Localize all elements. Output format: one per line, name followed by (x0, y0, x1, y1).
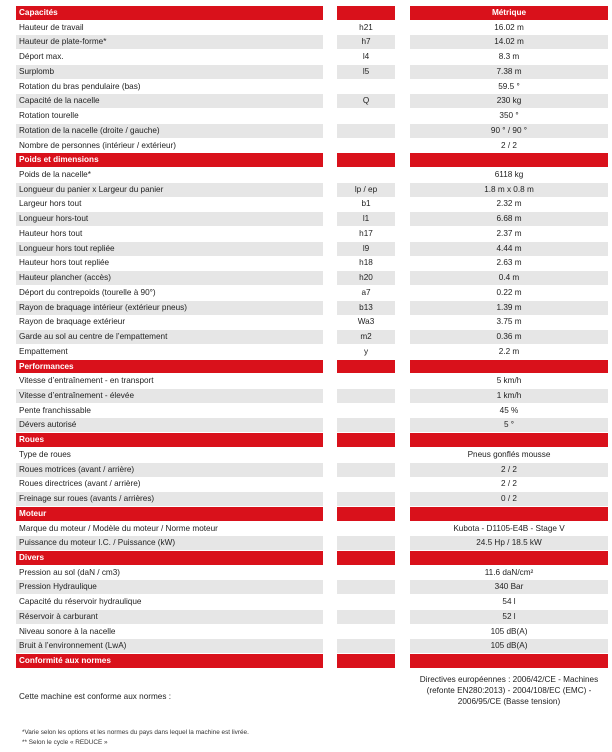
row-symbol (337, 124, 395, 138)
table-row (0, 21, 612, 35)
row-value: 5 ° (410, 418, 608, 432)
table-row (0, 109, 612, 123)
row-label: Réservoir à carburant (16, 610, 323, 624)
row-label: Rotation du bras pendulaire (bas) (16, 80, 323, 94)
row-symbol: h7 (337, 35, 395, 49)
table-row (0, 463, 612, 477)
row-symbol: b1 (337, 197, 395, 211)
row-symbol: lp / ep (337, 183, 395, 197)
row-label: Marque du moteur / Modèle du moteur / Norme moteur (16, 522, 323, 536)
row-label: Déport max. (16, 50, 323, 64)
row-label: Roues directrices (avant / arrière) (16, 477, 323, 491)
section-symbol-column (337, 6, 395, 20)
row-value: 0.22 m (410, 286, 608, 300)
row-symbol: y (337, 345, 395, 359)
table-row (0, 212, 612, 226)
row-value: 52 l (410, 610, 608, 624)
row-label: Garde au sol au centre de l’empattement (16, 330, 323, 344)
row-value: 2.63 m (410, 256, 608, 270)
row-value: 0 / 2 (410, 492, 608, 506)
row-symbol: h21 (337, 21, 395, 35)
section-title: Poids et dimensions (16, 153, 323, 167)
row-symbol: l5 (337, 65, 395, 79)
row-value: 16.02 m (410, 21, 608, 35)
row-value: 90 ° / 90 ° (410, 124, 608, 138)
row-label: Pression Hydraulique (16, 580, 323, 594)
row-symbol: l4 (337, 50, 395, 64)
row-symbol (337, 536, 395, 550)
section-symbol-column (337, 654, 395, 668)
row-label: Pression au sol (daN / cm3) (16, 566, 323, 580)
row-symbol: l1 (337, 212, 395, 226)
row-label: Capacité de la nacelle (16, 94, 323, 108)
row-value: Kubota - D1105-E4B - Stage V (410, 522, 608, 536)
row-value: 105 dB(A) (410, 639, 608, 653)
row-value: 5 km/h (410, 374, 608, 388)
table-row (0, 448, 612, 462)
table-row (0, 477, 612, 491)
row-symbol: h17 (337, 227, 395, 241)
row-label: Pente franchissable (16, 404, 323, 418)
row-label: Rayon de braquage intérieur (extérieur pneus) (16, 301, 323, 315)
footnote: *Varie selon les options et les normes du pays dans lequel la machine est livrée. (22, 728, 249, 736)
section-unit (410, 433, 608, 447)
table-row (0, 580, 612, 594)
row-symbol: a7 (337, 286, 395, 300)
section-symbol-column (337, 551, 395, 565)
row-value: 1.8 m x 0.8 m (410, 183, 608, 197)
table-row (0, 271, 612, 285)
row-label: Freinage sur roues (avants / arrières) (16, 492, 323, 506)
row-value: 8.3 m (410, 50, 608, 64)
row-label: Rotation de la nacelle (droite / gauche) (16, 124, 323, 138)
section-symbol-column (337, 433, 395, 447)
table-row (0, 639, 612, 653)
row-value: 24.5 Hp / 18.5 kW (410, 536, 608, 550)
table-row (0, 669, 612, 724)
section-title: Roues (16, 433, 323, 447)
table-row (0, 242, 612, 256)
table-row (0, 94, 612, 108)
table-row (0, 35, 612, 49)
section-symbol-column (337, 360, 395, 374)
section-symbol-column (337, 507, 395, 521)
table-row (0, 124, 612, 138)
row-value: 6.68 m (410, 212, 608, 226)
row-label: Hauteur de plate-forme* (16, 35, 323, 49)
row-symbol: h18 (337, 256, 395, 270)
section-unit: Métrique (410, 6, 608, 20)
row-value: 340 Bar (410, 580, 608, 594)
table-row (0, 536, 612, 550)
row-value: 2 / 2 (410, 477, 608, 491)
table-row (0, 315, 612, 329)
section-header (0, 507, 612, 521)
table-row (0, 197, 612, 211)
row-label: Rotation tourelle (16, 109, 323, 123)
row-label: Rayon de braquage extérieur (16, 315, 323, 329)
row-symbol (337, 404, 395, 418)
row-label: Vitesse d’entraînement - élevée (16, 389, 323, 403)
table-row (0, 50, 612, 64)
row-value: 230 kg (410, 94, 608, 108)
row-value: 2.2 m (410, 345, 608, 359)
section-unit (410, 654, 608, 668)
row-symbol: h20 (337, 271, 395, 285)
row-label: Puissance du moteur I.C. / Puissance (kW) (16, 536, 323, 550)
row-label: Longueur hors tout repliée (16, 242, 323, 256)
section-header (0, 153, 612, 167)
row-symbol (337, 566, 395, 580)
row-symbol: Q (337, 94, 395, 108)
row-label: Hauteur hors tout repliée (16, 256, 323, 270)
row-value: 0.36 m (410, 330, 608, 344)
row-value: 11.6 daN/cm² (410, 566, 608, 580)
row-symbol (337, 448, 395, 462)
row-value: 2 / 2 (410, 139, 608, 153)
row-symbol (337, 109, 395, 123)
table-row (0, 345, 612, 359)
table-row (0, 389, 612, 403)
section-header (0, 360, 612, 374)
row-label: Surplomb (16, 65, 323, 79)
section-unit (410, 360, 608, 374)
row-value: 45 % (410, 404, 608, 418)
table-row (0, 522, 612, 536)
section-title: Conformité aux normes (16, 654, 323, 668)
table-row (0, 404, 612, 418)
row-label: Hauteur de travail (16, 21, 323, 35)
row-label: Largeur hors tout (16, 197, 323, 211)
table-row (0, 374, 612, 388)
row-value: Pneus gonflés mousse (410, 448, 608, 462)
table-row (0, 80, 612, 94)
row-symbol (337, 639, 395, 653)
table-row (0, 286, 612, 300)
row-value: 2 / 2 (410, 463, 608, 477)
row-label: Poids de la nacelle* (16, 168, 323, 182)
table-row (0, 183, 612, 197)
section-title: Moteur (16, 507, 323, 521)
row-value: 7.38 m (410, 65, 608, 79)
row-label: Longueur du panier x Largeur du panier (16, 183, 323, 197)
row-symbol (337, 139, 395, 153)
row-label: Nombre de personnes (intérieur / extérieur) (16, 139, 323, 153)
table-row (0, 330, 612, 344)
row-label: Cette machine est conforme aux normes : (16, 669, 323, 724)
row-value: 4.44 m (410, 242, 608, 256)
row-label: Type de roues (16, 448, 323, 462)
row-value: 3.75 m (410, 315, 608, 329)
row-symbol (337, 418, 395, 432)
row-symbol (337, 580, 395, 594)
row-value: 14.02 m (410, 35, 608, 49)
section-header (0, 433, 612, 447)
table-row (0, 256, 612, 270)
row-symbol (337, 595, 395, 609)
section-title: Divers (16, 551, 323, 565)
row-value: 1 km/h (410, 389, 608, 403)
row-symbol (337, 669, 395, 724)
row-value: 105 dB(A) (410, 625, 608, 639)
row-value: 54 l (410, 595, 608, 609)
row-label: Bruit à l’environnement (LwA) (16, 639, 323, 653)
row-value: 6118 kg (410, 168, 608, 182)
table-row (0, 168, 612, 182)
table-row (0, 139, 612, 153)
row-value: 1.39 m (410, 301, 608, 315)
row-symbol: m2 (337, 330, 395, 344)
row-symbol (337, 625, 395, 639)
row-symbol (337, 463, 395, 477)
row-label: Empattement (16, 345, 323, 359)
row-value: Directives européennes : 2006/42/CE - Machines (refonte EN280:2013) - 2004/108/EC (EMC) - 2006/95/CE (Basse tension) (410, 669, 608, 724)
section-title: Performances (16, 360, 323, 374)
row-value: 350 ° (410, 109, 608, 123)
footnote: ** Selon le cycle « REDUCE » (22, 738, 108, 746)
section-unit (410, 507, 608, 521)
row-symbol (337, 492, 395, 506)
row-label: Vitesse d’entraînement - en transport (16, 374, 323, 388)
table-row (0, 65, 612, 79)
row-label: Niveau sonore à la nacelle (16, 625, 323, 639)
row-label: Roues motrices (avant / arrière) (16, 463, 323, 477)
row-symbol: l9 (337, 242, 395, 256)
row-label: Hauteur hors tout (16, 227, 323, 241)
table-row (0, 595, 612, 609)
row-symbol (337, 610, 395, 624)
row-symbol (337, 168, 395, 182)
section-header (0, 654, 612, 668)
row-symbol (337, 477, 395, 491)
table-row (0, 418, 612, 432)
row-label: Déport du contrepoids (tourelle à 90°) (16, 286, 323, 300)
row-label: Longueur hors-tout (16, 212, 323, 226)
section-header (0, 6, 612, 20)
row-value: 0.4 m (410, 271, 608, 285)
row-label: Capacité du réservoir hydraulique (16, 595, 323, 609)
table-row (0, 301, 612, 315)
row-symbol (337, 522, 395, 536)
table-row (0, 566, 612, 580)
row-value: 2.32 m (410, 197, 608, 211)
table-row (0, 625, 612, 639)
section-symbol-column (337, 153, 395, 167)
section-title: Capacités (16, 6, 323, 20)
table-row (0, 610, 612, 624)
row-symbol (337, 389, 395, 403)
row-value: 59.5 ° (410, 80, 608, 94)
row-label: Hauteur plancher (accès) (16, 271, 323, 285)
row-symbol (337, 80, 395, 94)
row-symbol (337, 374, 395, 388)
section-unit (410, 551, 608, 565)
table-row (0, 227, 612, 241)
row-symbol: b13 (337, 301, 395, 315)
row-symbol: Wa3 (337, 315, 395, 329)
row-value: 2.37 m (410, 227, 608, 241)
section-header (0, 551, 612, 565)
section-unit (410, 153, 608, 167)
row-label: Dévers autorisé (16, 418, 323, 432)
table-row (0, 492, 612, 506)
